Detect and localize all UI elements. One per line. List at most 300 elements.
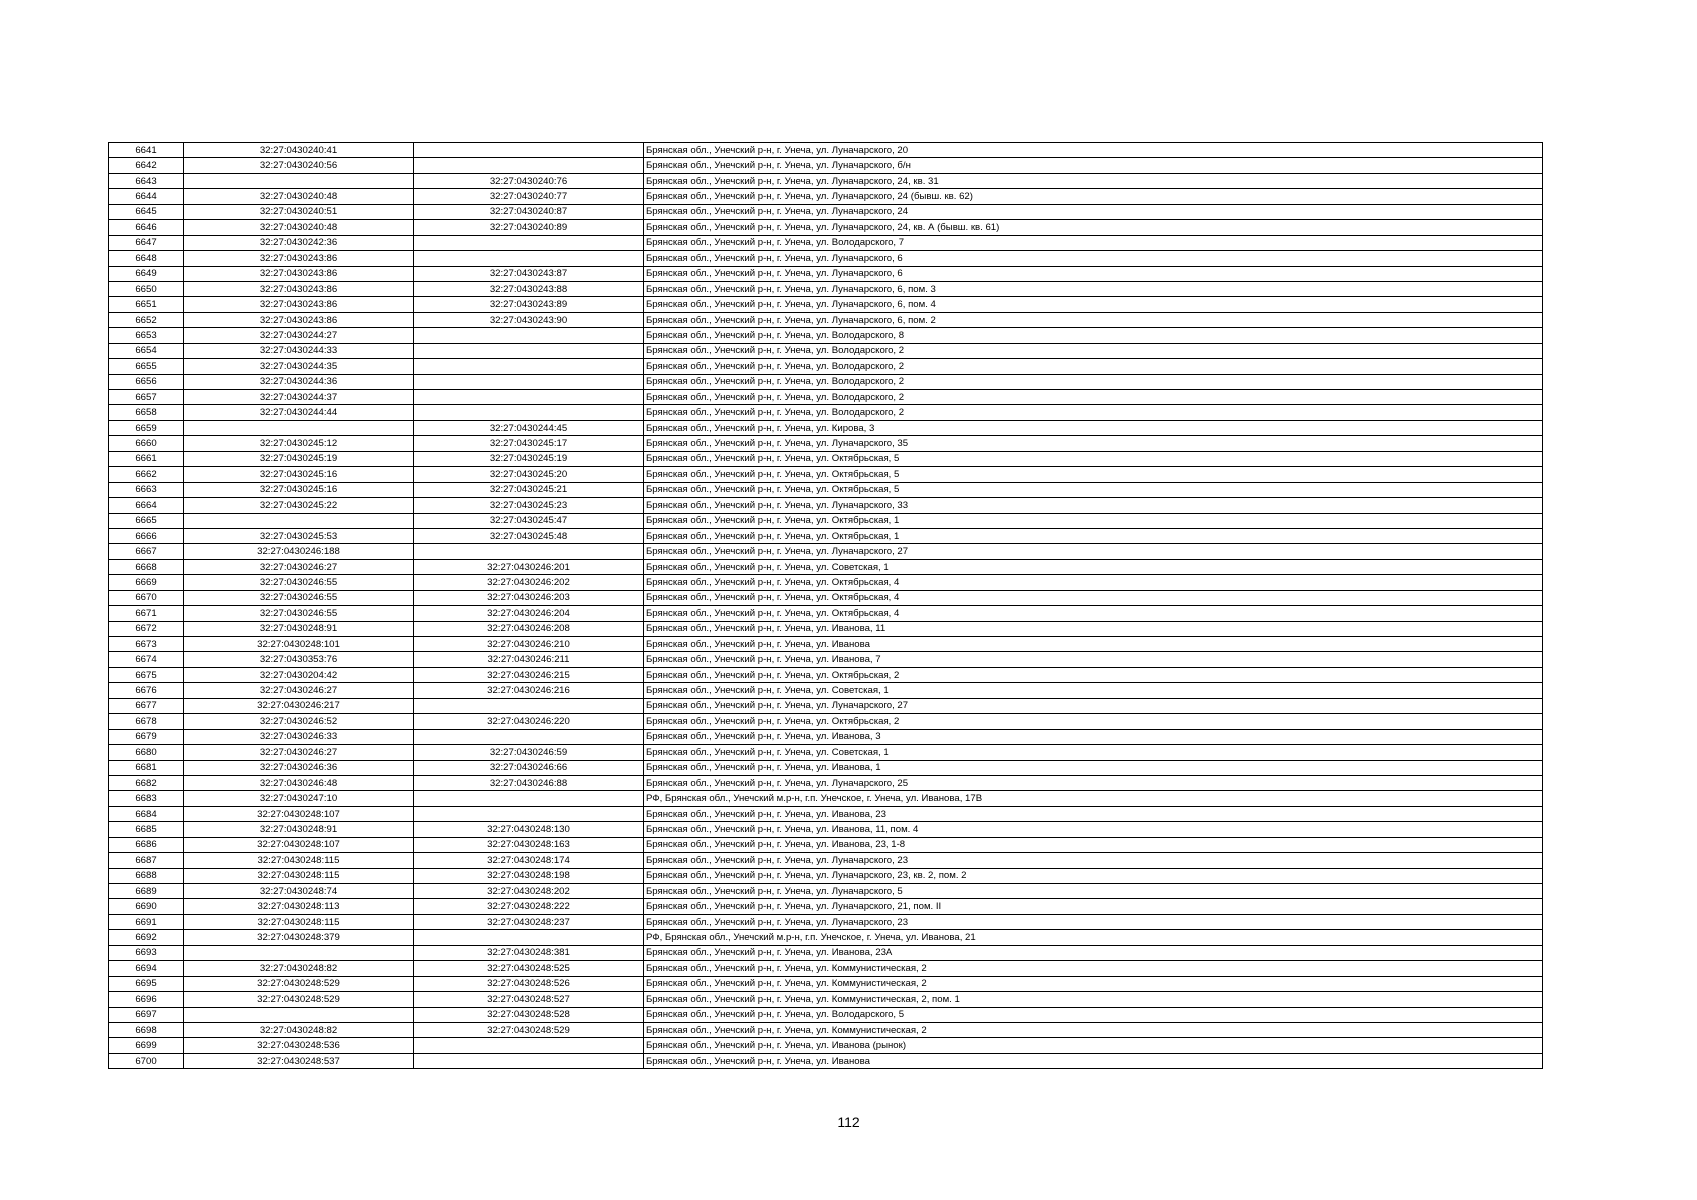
row-number-cell: 6641 (109, 143, 184, 158)
cadastral-number-cell: 32:27:0430243:86 (184, 251, 414, 266)
table-row (109, 513, 1543, 528)
row-number-cell: 6645 (109, 204, 184, 219)
object-number-cell: 32:27:0430240:89 (414, 220, 644, 235)
cadastral-number-cell: 32:27:0430246:27 (184, 683, 414, 698)
table-row (109, 390, 1543, 405)
row-number-cell: 6677 (109, 698, 184, 713)
object-number-cell: 32:27:0430240:87 (414, 204, 644, 219)
table-row (109, 359, 1543, 374)
cadastral-number-cell: 32:27:0430246:33 (184, 729, 414, 744)
address-cell: Брянская обл., Унечский р-н, г. Унеча, ул. Луначарского, 6 (644, 251, 1543, 266)
object-number-cell: 32:27:0430240:77 (414, 189, 644, 204)
table-row (109, 714, 1543, 729)
row-number-cell: 6679 (109, 729, 184, 744)
object-number-cell: 32:27:0430248:525 (414, 961, 644, 976)
row-number-cell: 6683 (109, 791, 184, 806)
cadastral-number-cell: 32:27:0430243:86 (184, 281, 414, 296)
address-cell: Брянская обл., Унечский р-н, г. Унеча, ул. Советская, 1 (644, 683, 1543, 698)
object-number-cell: 32:27:0430245:20 (414, 467, 644, 482)
table-row (109, 528, 1543, 543)
object-number-cell: 32:27:0430245:23 (414, 498, 644, 513)
address-cell: Брянская обл., Унечский р-н, г. Унеча, ул. Луначарского, 27 (644, 698, 1543, 713)
address-cell: Брянская обл., Унечский р-н, г. Унеча, ул. Володарского, 2 (644, 390, 1543, 405)
row-number-cell: 6648 (109, 251, 184, 266)
table-row (109, 1007, 1543, 1022)
object-number-cell (414, 1038, 644, 1053)
table-row (109, 343, 1543, 358)
row-number-cell: 6652 (109, 312, 184, 327)
table-row (109, 544, 1543, 559)
table-row (109, 992, 1543, 1007)
object-number-cell: 32:27:0430246:66 (414, 760, 644, 775)
address-cell: Брянская обл., Унечский р-н, г. Унеча, ул. Коммунистическая, 2 (644, 961, 1543, 976)
row-number-cell: 6664 (109, 498, 184, 513)
address-cell: Брянская обл., Унечский р-н, г. Унеча, ул. Володарского, 7 (644, 235, 1543, 250)
object-number-cell: 32:27:0430245:48 (414, 528, 644, 543)
address-cell: Брянская обл., Унечский р-н, г. Унеча, ул. Иванова, 23 (644, 806, 1543, 821)
cadastral-number-cell: 32:27:0430246:55 (184, 590, 414, 605)
table-row (109, 312, 1543, 327)
address-cell: Брянская обл., Унечский р-н, г. Унеча, ул. Иванова, 23, 1-8 (644, 837, 1543, 852)
address-cell: Брянская обл., Унечский р-н, г. Унеча, ул. Луначарского, 33 (644, 498, 1543, 513)
cadastral-number-cell: 32:27:0430244:33 (184, 343, 414, 358)
object-number-cell: 32:27:0430248:527 (414, 992, 644, 1007)
table-row (109, 837, 1543, 852)
table-row (109, 420, 1543, 435)
object-number-cell: 32:27:0430240:76 (414, 173, 644, 188)
cadastral-number-cell: 32:27:0430246:27 (184, 559, 414, 574)
cadastral-number-cell: 32:27:0430240:48 (184, 220, 414, 235)
object-number-cell (414, 1053, 644, 1068)
row-number-cell: 6673 (109, 637, 184, 652)
registry-table (108, 142, 1543, 1069)
row-number-cell: 6687 (109, 853, 184, 868)
table-row (109, 899, 1543, 914)
address-cell: Брянская обл., Унечский р-н, г. Унеча, ул. Октябрьская, 1 (644, 528, 1543, 543)
row-number-cell: 6689 (109, 884, 184, 899)
address-cell: Брянская обл., Унечский р-н, г. Унеча, ул. Иванова, 23А (644, 945, 1543, 960)
table-row (109, 637, 1543, 652)
object-number-cell: 32:27:0430246:210 (414, 637, 644, 652)
table-row (109, 698, 1543, 713)
cadastral-number-cell (184, 173, 414, 188)
table-row (109, 405, 1543, 420)
address-cell: Брянская обл., Унечский р-н, г. Унеча, ул. Иванова, 3 (644, 729, 1543, 744)
object-number-cell: 32:27:0430246:208 (414, 621, 644, 636)
address-cell: Брянская обл., Унечский р-н, г. Унеча, ул. Октябрьская, 5 (644, 482, 1543, 497)
address-cell: Брянская обл., Унечский р-н, г. Унеча, ул. Иванова, 11 (644, 621, 1543, 636)
cadastral-number-cell: 32:27:0430240:51 (184, 204, 414, 219)
cadastral-number-cell: 32:27:0430248:101 (184, 637, 414, 652)
cadastral-number-cell: 32:27:0430245:19 (184, 451, 414, 466)
object-number-cell (414, 405, 644, 420)
cadastral-number-cell: 32:27:0430246:188 (184, 544, 414, 559)
address-cell: Брянская обл., Унечский р-н, г. Унеча, ул. Луначарского, 24, кв. А (бывш. кв. 61) (644, 220, 1543, 235)
cadastral-number-cell: 32:27:0430248:91 (184, 621, 414, 636)
table-row (109, 652, 1543, 667)
row-number-cell: 6678 (109, 714, 184, 729)
row-number-cell: 6690 (109, 899, 184, 914)
row-number-cell: 6643 (109, 173, 184, 188)
table-row (109, 436, 1543, 451)
cadastral-number-cell: 32:27:0430246:217 (184, 698, 414, 713)
address-cell: Брянская обл., Унечский р-н, г. Унеча, ул. Коммунистическая, 2 (644, 976, 1543, 991)
object-number-cell: 32:27:0430243:87 (414, 266, 644, 281)
cadastral-number-cell: 32:27:0430245:12 (184, 436, 414, 451)
table-row (109, 822, 1543, 837)
table-row (109, 590, 1543, 605)
row-number-cell: 6700 (109, 1053, 184, 1068)
table-row (109, 266, 1543, 281)
object-number-cell: 32:27:0430246:88 (414, 775, 644, 790)
row-number-cell: 6663 (109, 482, 184, 497)
cadastral-number-cell: 32:27:0430240:48 (184, 189, 414, 204)
table-row (109, 853, 1543, 868)
cadastral-number-cell: 32:27:0430248:74 (184, 884, 414, 899)
address-cell: Брянская обл., Унечский р-н, г. Унеча, ул. Советская, 1 (644, 559, 1543, 574)
cadastral-number-cell: 32:27:0430240:56 (184, 158, 414, 173)
table-row (109, 868, 1543, 883)
cadastral-number-cell: 32:27:0430353:76 (184, 652, 414, 667)
table-row (109, 667, 1543, 682)
address-cell: Брянская обл., Унечский р-н, г. Унеча, ул. Иванова, 1 (644, 760, 1543, 775)
row-number-cell: 6681 (109, 760, 184, 775)
address-cell: Брянская обл., Унечский р-н, г. Унеча, ул. Октябрьская, 2 (644, 667, 1543, 682)
address-cell: Брянская обл., Унечский р-н, г. Унеча, ул. Октябрьская, 4 (644, 575, 1543, 590)
cadastral-number-cell: 32:27:0430244:44 (184, 405, 414, 420)
address-cell: Брянская обл., Унечский р-н, г. Унеча, ул. Луначарского, 23, кв. 2, пом. 2 (644, 868, 1543, 883)
table-row (109, 451, 1543, 466)
cadastral-number-cell: 32:27:0430244:35 (184, 359, 414, 374)
cadastral-number-cell: 32:27:0430246:55 (184, 606, 414, 621)
cadastral-number-cell: 32:27:0430248:115 (184, 853, 414, 868)
address-cell: Брянская обл., Унечский р-н, г. Унеча, ул. Луначарского, 20 (644, 143, 1543, 158)
object-number-cell: 32:27:0430243:89 (414, 297, 644, 312)
cadastral-number-cell (184, 1007, 414, 1022)
table-row (109, 1022, 1543, 1037)
address-cell: Брянская обл., Унечский р-н, г. Унеча, ул. Луначарского, 24, кв. 31 (644, 173, 1543, 188)
table-row (109, 467, 1543, 482)
address-cell: Брянская обл., Унечский р-н, г. Унеча, ул. Луначарского, 6, пом. 2 (644, 312, 1543, 327)
object-number-cell (414, 729, 644, 744)
address-cell: Брянская обл., Унечский р-н, г. Унеча, ул. Советская, 1 (644, 745, 1543, 760)
cadastral-number-cell: 32:27:0430248:113 (184, 899, 414, 914)
row-number-cell: 6675 (109, 667, 184, 682)
table-row (109, 220, 1543, 235)
address-cell: Брянская обл., Унечский р-н, г. Унеча, ул. Октябрьская, 4 (644, 606, 1543, 621)
cadastral-number-cell: 32:27:0430248:91 (184, 822, 414, 837)
table-row (109, 729, 1543, 744)
cadastral-number-cell: 32:27:0430245:16 (184, 467, 414, 482)
row-number-cell: 6698 (109, 1022, 184, 1037)
row-number-cell: 6693 (109, 945, 184, 960)
cadastral-number-cell: 32:27:0430248:537 (184, 1053, 414, 1068)
row-number-cell: 6686 (109, 837, 184, 852)
cadastral-number-cell: 32:27:0430248:82 (184, 1022, 414, 1037)
object-number-cell: 32:27:0430248:174 (414, 853, 644, 868)
object-number-cell (414, 359, 644, 374)
table-row (109, 158, 1543, 173)
object-number-cell: 32:27:0430246:59 (414, 745, 644, 760)
table-row (109, 621, 1543, 636)
object-number-cell: 32:27:0430248:222 (414, 899, 644, 914)
cadastral-number-cell: 32:27:0430244:36 (184, 374, 414, 389)
cadastral-number-cell: 32:27:0430248:529 (184, 992, 414, 1007)
cadastral-number-cell: 32:27:0430243:86 (184, 266, 414, 281)
row-number-cell: 6684 (109, 806, 184, 821)
table-row (109, 297, 1543, 312)
row-number-cell: 6696 (109, 992, 184, 1007)
table-row (109, 559, 1543, 574)
table-row (109, 930, 1543, 945)
address-cell: РФ, Брянская обл., Унечский м.р-н, г.п. Унечское, г. Унеча, ул. Иванова, 17В (644, 791, 1543, 806)
address-cell: Брянская обл., Унечский р-н, г. Унеча, ул. Иванова (644, 637, 1543, 652)
table-row (109, 775, 1543, 790)
address-cell: Брянская обл., Унечский р-н, г. Унеча, ул. Коммунистическая, 2 (644, 1022, 1543, 1037)
object-number-cell (414, 235, 644, 250)
object-number-cell: 32:27:0430248:528 (414, 1007, 644, 1022)
cadastral-number-cell: 32:27:0430247:10 (184, 791, 414, 806)
object-number-cell: 32:27:0430245:19 (414, 451, 644, 466)
table-row (109, 791, 1543, 806)
cadastral-number-cell: 32:27:0430248:82 (184, 961, 414, 976)
address-cell: Брянская обл., Унечский р-н, г. Унеча, ул. Луначарского, 6, пом. 3 (644, 281, 1543, 296)
address-cell: Брянская обл., Унечский р-н, г. Унеча, ул. Иванова, 7 (644, 652, 1543, 667)
row-number-cell: 6651 (109, 297, 184, 312)
table-row (109, 1053, 1543, 1068)
row-number-cell: 6685 (109, 822, 184, 837)
address-cell: Брянская обл., Унечский р-н, г. Унеча, ул. Володарского, 2 (644, 359, 1543, 374)
row-number-cell: 6655 (109, 359, 184, 374)
object-number-cell: 32:27:0430245:47 (414, 513, 644, 528)
object-number-cell: 32:27:0430246:203 (414, 590, 644, 605)
row-number-cell: 6659 (109, 420, 184, 435)
row-number-cell: 6654 (109, 343, 184, 358)
address-cell: Брянская обл., Унечский р-н, г. Унеча, ул. Иванова (644, 1053, 1543, 1068)
row-number-cell: 6671 (109, 606, 184, 621)
row-number-cell: 6667 (109, 544, 184, 559)
cadastral-number-cell: 32:27:0430248:115 (184, 868, 414, 883)
cadastral-number-cell: 32:27:0430248:107 (184, 806, 414, 821)
row-number-cell: 6666 (109, 528, 184, 543)
object-number-cell: 32:27:0430248:526 (414, 976, 644, 991)
address-cell: Брянская обл., Унечский р-н, г. Унеча, ул. Луначарского, 23 (644, 914, 1543, 929)
object-number-cell: 32:27:0430246:220 (414, 714, 644, 729)
address-cell: РФ, Брянская обл., Унечский м.р-н, г.п. Унечское, г. Унеча, ул. Иванова, 21 (644, 930, 1543, 945)
object-number-cell: 32:27:0430246:216 (414, 683, 644, 698)
row-number-cell: 6695 (109, 976, 184, 991)
address-cell: Брянская обл., Унечский р-н, г. Унеча, ул. Коммунистическая, 2, пом. 1 (644, 992, 1543, 1007)
address-cell: Брянская обл., Унечский р-н, г. Унеча, ул. Луначарского, 6, пом. 4 (644, 297, 1543, 312)
cadastral-number-cell: 32:27:0430246:52 (184, 714, 414, 729)
address-cell: Брянская обл., Унечский р-н, г. Унеча, ул. Кирова, 3 (644, 420, 1543, 435)
cadastral-number-cell: 32:27:0430243:86 (184, 297, 414, 312)
table-row (109, 914, 1543, 929)
table-row (109, 498, 1543, 513)
row-number-cell: 6669 (109, 575, 184, 590)
cadastral-number-cell: 32:27:0430248:379 (184, 930, 414, 945)
table-row (109, 884, 1543, 899)
object-number-cell: 32:27:0430246:204 (414, 606, 644, 621)
row-number-cell: 6668 (109, 559, 184, 574)
cadastral-number-cell: 32:27:0430248:107 (184, 837, 414, 852)
row-number-cell: 6656 (109, 374, 184, 389)
row-number-cell: 6691 (109, 914, 184, 929)
object-number-cell (414, 158, 644, 173)
cadastral-number-cell: 32:27:0430245:22 (184, 498, 414, 513)
object-number-cell: 32:27:0430244:45 (414, 420, 644, 435)
cadastral-number-cell (184, 945, 414, 960)
table-row (109, 189, 1543, 204)
row-number-cell: 6661 (109, 451, 184, 466)
address-cell: Брянская обл., Унечский р-н, г. Унеча, ул. Луначарского, 6 (644, 266, 1543, 281)
address-cell: Брянская обл., Унечский р-н, г. Унеча, ул. Октябрьская, 2 (644, 714, 1543, 729)
row-number-cell: 6674 (109, 652, 184, 667)
table-row (109, 683, 1543, 698)
cadastral-number-cell: 32:27:0430245:16 (184, 482, 414, 497)
cadastral-number-cell (184, 420, 414, 435)
object-number-cell (414, 806, 644, 821)
table-row (109, 575, 1543, 590)
row-number-cell: 6680 (109, 745, 184, 760)
cadastral-number-cell: 32:27:0430246:36 (184, 760, 414, 775)
row-number-cell: 6699 (109, 1038, 184, 1053)
row-number-cell: 6682 (109, 775, 184, 790)
cadastral-number-cell: 32:27:0430246:48 (184, 775, 414, 790)
row-number-cell: 6676 (109, 683, 184, 698)
address-cell: Брянская обл., Унечский р-н, г. Унеча, ул. Луначарского, 21, пом. II (644, 899, 1543, 914)
address-cell: Брянская обл., Унечский р-н, г. Унеча, ул. Луначарского, 24 (644, 204, 1543, 219)
address-cell: Брянская обл., Унечский р-н, г. Унеча, ул. Октябрьская, 1 (644, 513, 1543, 528)
table-row (109, 976, 1543, 991)
table-row (109, 204, 1543, 219)
cadastral-number-cell: 32:27:0430245:53 (184, 528, 414, 543)
row-number-cell: 6646 (109, 220, 184, 235)
object-number-cell (414, 930, 644, 945)
address-cell: Брянская обл., Унечский р-н, г. Унеча, ул. Луначарского, б/н (644, 158, 1543, 173)
object-number-cell: 32:27:0430246:202 (414, 575, 644, 590)
table-row (109, 1038, 1543, 1053)
row-number-cell: 6653 (109, 328, 184, 343)
object-number-cell: 32:27:0430248:237 (414, 914, 644, 929)
table-row (109, 328, 1543, 343)
object-number-cell: 32:27:0430245:21 (414, 482, 644, 497)
object-number-cell: 32:27:0430248:163 (414, 837, 644, 852)
address-cell: Брянская обл., Унечский р-н, г. Унеча, ул. Володарского, 2 (644, 405, 1543, 420)
object-number-cell: 32:27:0430245:17 (414, 436, 644, 451)
cadastral-number-cell: 32:27:0430248:115 (184, 914, 414, 929)
object-number-cell (414, 343, 644, 358)
row-number-cell: 6694 (109, 961, 184, 976)
cadastral-number-cell: 32:27:0430246:27 (184, 745, 414, 760)
table-row (109, 745, 1543, 760)
address-cell: Брянская обл., Унечский р-н, г. Унеча, ул. Луначарского, 25 (644, 775, 1543, 790)
table-row (109, 606, 1543, 621)
address-cell: Брянская обл., Унечский р-н, г. Унеча, ул. Володарского, 5 (644, 1007, 1543, 1022)
object-number-cell (414, 374, 644, 389)
address-cell: Брянская обл., Унечский р-н, г. Унеча, ул. Иванова, 11, пом. 4 (644, 822, 1543, 837)
table-row (109, 281, 1543, 296)
table-row (109, 482, 1543, 497)
row-number-cell: 6697 (109, 1007, 184, 1022)
address-cell: Брянская обл., Унечский р-н, г. Унеча, ул. Октябрьская, 4 (644, 590, 1543, 605)
cadastral-number-cell: 32:27:0430244:37 (184, 390, 414, 405)
cadastral-number-cell: 32:27:0430242:36 (184, 235, 414, 250)
cadastral-number-cell: 32:27:0430248:536 (184, 1038, 414, 1053)
row-number-cell: 6658 (109, 405, 184, 420)
row-number-cell: 6647 (109, 235, 184, 250)
row-number-cell: 6662 (109, 467, 184, 482)
object-number-cell (414, 251, 644, 266)
cadastral-number-cell: 32:27:0430248:529 (184, 976, 414, 991)
table-row (109, 945, 1543, 960)
object-number-cell: 32:27:0430246:211 (414, 652, 644, 667)
row-number-cell: 6688 (109, 868, 184, 883)
cadastral-number-cell: 32:27:0430243:86 (184, 312, 414, 327)
table-row (109, 173, 1543, 188)
object-number-cell: 32:27:0430248:198 (414, 868, 644, 883)
row-number-cell: 6660 (109, 436, 184, 451)
object-number-cell: 32:27:0430246:201 (414, 559, 644, 574)
address-cell: Брянская обл., Унечский р-н, г. Унеча, ул. Октябрьская, 5 (644, 451, 1543, 466)
registry-table-body (109, 143, 1543, 1069)
address-cell: Брянская обл., Унечский р-н, г. Унеча, ул. Октябрьская, 5 (644, 467, 1543, 482)
address-cell: Брянская обл., Унечский р-н, г. Унеча, ул. Луначарского, 27 (644, 544, 1543, 559)
address-cell: Брянская обл., Унечский р-н, г. Унеча, ул. Володарского, 2 (644, 343, 1543, 358)
table-row (109, 251, 1543, 266)
object-number-cell: 32:27:0430248:529 (414, 1022, 644, 1037)
address-cell: Брянская обл., Унечский р-н, г. Унеча, ул. Луначарского, 24 (бывш. кв. 62) (644, 189, 1543, 204)
address-cell: Брянская обл., Унечский р-н, г. Унеча, ул. Володарского, 2 (644, 374, 1543, 389)
cadastral-number-cell (184, 513, 414, 528)
page-number: 112 (837, 1114, 860, 1130)
address-cell: Брянская обл., Унечский р-н, г. Унеча, ул. Луначарского, 35 (644, 436, 1543, 451)
row-number-cell: 6644 (109, 189, 184, 204)
object-number-cell (414, 143, 644, 158)
address-cell: Брянская обл., Унечский р-н, г. Унеча, ул. Луначарского, 5 (644, 884, 1543, 899)
address-cell: Брянская обл., Унечский р-н, г. Унеча, ул. Иванова (рынок) (644, 1038, 1543, 1053)
row-number-cell: 6692 (109, 930, 184, 945)
table-row (109, 374, 1543, 389)
cadastral-number-cell: 32:27:0430204:42 (184, 667, 414, 682)
object-number-cell (414, 328, 644, 343)
table-row (109, 806, 1543, 821)
row-number-cell: 6665 (109, 513, 184, 528)
object-number-cell (414, 698, 644, 713)
object-number-cell (414, 544, 644, 559)
row-number-cell: 6657 (109, 390, 184, 405)
object-number-cell: 32:27:0430248:381 (414, 945, 644, 960)
row-number-cell: 6670 (109, 590, 184, 605)
cadastral-number-cell: 32:27:0430244:27 (184, 328, 414, 343)
table-row (109, 143, 1543, 158)
row-number-cell: 6649 (109, 266, 184, 281)
table-row (109, 235, 1543, 250)
cadastral-number-cell: 32:27:0430240:41 (184, 143, 414, 158)
address-cell: Брянская обл., Унечский р-н, г. Унеча, ул. Володарского, 8 (644, 328, 1543, 343)
table-row (109, 961, 1543, 976)
object-number-cell (414, 791, 644, 806)
object-number-cell: 32:27:0430248:202 (414, 884, 644, 899)
table-row (109, 760, 1543, 775)
row-number-cell: 6642 (109, 158, 184, 173)
object-number-cell: 32:27:0430246:215 (414, 667, 644, 682)
object-number-cell: 32:27:0430243:88 (414, 281, 644, 296)
row-number-cell: 6650 (109, 281, 184, 296)
cadastral-number-cell: 32:27:0430246:55 (184, 575, 414, 590)
object-number-cell: 32:27:0430243:90 (414, 312, 644, 327)
address-cell: Брянская обл., Унечский р-н, г. Унеча, ул. Луначарского, 23 (644, 853, 1543, 868)
